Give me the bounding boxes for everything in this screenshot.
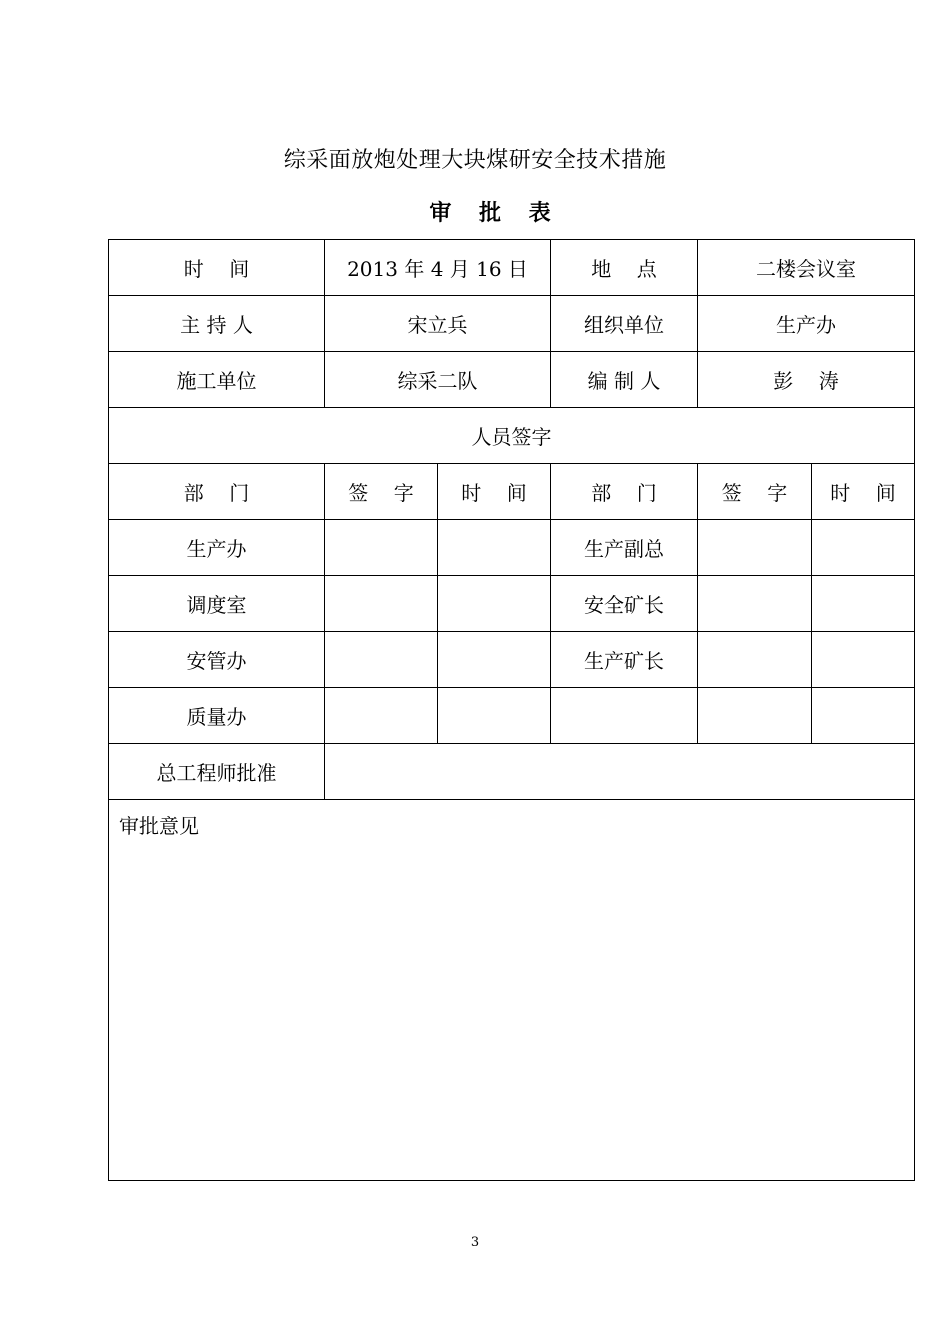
col-header-dept: 部 门 — [551, 464, 698, 520]
table-row — [109, 408, 915, 464]
signature-section-title: 人员签字 — [109, 408, 915, 464]
approval-opinion-label: 审批意见 — [119, 814, 199, 838]
label-host: 主 持 人 — [109, 296, 325, 352]
signature-cell[interactable] — [325, 576, 438, 632]
table-header-row — [109, 464, 915, 520]
dept-cell: 生产办 — [109, 520, 325, 576]
dept-cell: 生产矿长 — [551, 632, 698, 688]
time-cell[interactable] — [438, 520, 551, 576]
table-row — [109, 576, 915, 632]
table-row — [109, 240, 915, 296]
value-construction-unit: 综采二队 — [325, 352, 551, 408]
label-author: 编 制 人 — [551, 352, 698, 408]
value-host: 宋立兵 — [325, 296, 551, 352]
time-cell[interactable] — [812, 688, 915, 744]
label-location: 地 点 — [551, 240, 698, 296]
table-row — [109, 296, 915, 352]
dept-cell: 安全矿长 — [551, 576, 698, 632]
signature-cell[interactable] — [325, 688, 438, 744]
document-title: 综采面放炮处理大块煤研安全技术措施 — [283, 148, 667, 173]
time-cell[interactable] — [812, 520, 915, 576]
col-header-time: 时 间 — [438, 464, 551, 520]
time-cell[interactable] — [812, 576, 915, 632]
value-author: 彭 涛 — [698, 352, 915, 408]
table-row — [109, 744, 915, 800]
approval-table — [108, 239, 915, 1181]
signature-cell[interactable] — [698, 688, 812, 744]
col-header-sign: 签 字 — [325, 464, 438, 520]
time-cell[interactable] — [438, 632, 551, 688]
table-row — [109, 632, 915, 688]
table-row — [109, 688, 915, 744]
time-cell[interactable] — [438, 576, 551, 632]
dept-cell: 质量办 — [109, 688, 325, 744]
col-header-time: 时 间 — [812, 464, 915, 520]
value-location: 二楼会议室 — [698, 240, 915, 296]
chief-engineer-label: 总工程师批准 — [109, 744, 325, 800]
signature-cell[interactable] — [698, 576, 812, 632]
table-row — [109, 520, 915, 576]
signature-cell[interactable] — [325, 520, 438, 576]
label-organizer: 组织单位 — [551, 296, 698, 352]
col-header-sign: 签 字 — [698, 464, 812, 520]
dept-cell: 生产副总 — [551, 520, 698, 576]
signature-cell[interactable] — [698, 520, 812, 576]
label-construction-unit: 施工单位 — [109, 352, 325, 408]
table-row — [109, 800, 915, 1181]
document-subtitle: 审 批 表 — [429, 201, 551, 226]
dept-cell: 安管办 — [109, 632, 325, 688]
signature-cell[interactable] — [698, 632, 812, 688]
label-time: 时 间 — [109, 240, 325, 296]
dept-cell — [551, 688, 698, 744]
value-organizer: 生产办 — [698, 296, 915, 352]
chief-engineer-approval-cell[interactable] — [325, 744, 915, 800]
time-cell[interactable] — [438, 688, 551, 744]
time-cell[interactable] — [812, 632, 915, 688]
dept-cell: 调度室 — [109, 576, 325, 632]
col-header-dept: 部 门 — [109, 464, 325, 520]
approval-opinion-cell[interactable] — [109, 800, 915, 1181]
page-number: 3 — [470, 1235, 480, 1250]
table-row — [109, 352, 915, 408]
value-date: 2013 年 4 月 16 日 — [325, 240, 551, 296]
signature-cell[interactable] — [325, 632, 438, 688]
